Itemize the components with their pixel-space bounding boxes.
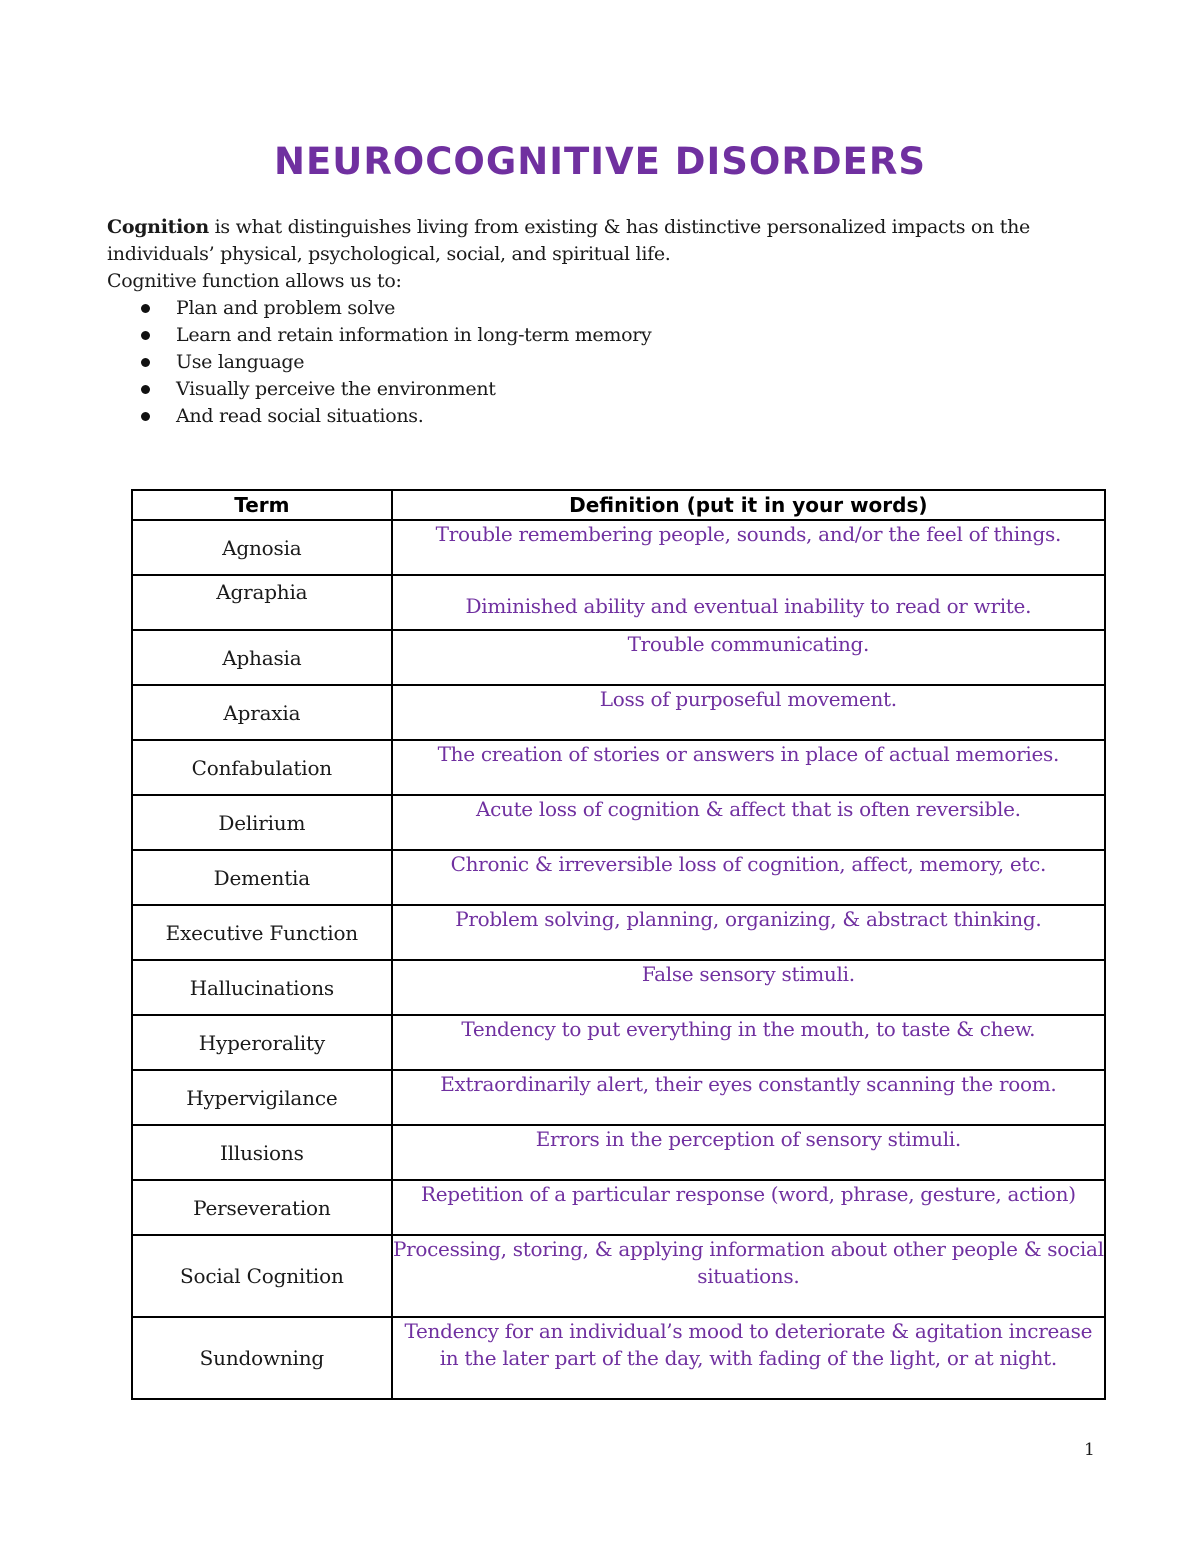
table-row [132, 1015, 1105, 1070]
definition-cell: Errors in the perception of sensory stimuli. [392, 1125, 1105, 1180]
bullet-icon [141, 304, 150, 313]
terms-table [131, 489, 1106, 1400]
bullet-icon [141, 358, 150, 367]
term-cell: Social Cognition [132, 1235, 392, 1317]
table-row [132, 740, 1105, 795]
table-header-row [132, 490, 1105, 520]
page-number: 1 [1084, 1440, 1095, 1460]
definition-cell: Extraordinarily alert, their eyes constantly scanning the room. [392, 1070, 1105, 1125]
definition-cell: Trouble communicating. [392, 630, 1105, 685]
table-row [132, 850, 1105, 905]
page-title: NEUROCOGNITIVE DISORDERS [274, 140, 926, 183]
intro-paragraph [107, 214, 1067, 268]
list-item: And read social situations. [107, 403, 1067, 430]
table-row [132, 795, 1105, 850]
list-item: Learn and retain information in long-term memory [107, 322, 1067, 349]
term-cell: Agnosia [132, 520, 392, 575]
definition-cell: The creation of stories or answers in place of actual memories. [392, 740, 1105, 795]
header-term: Term [132, 490, 392, 520]
term-cell: Illusions [132, 1125, 392, 1180]
definition-cell: Chronic & irreversible loss of cognition, affect, memory, etc. [392, 850, 1105, 905]
bullet-icon [141, 331, 150, 340]
bullet-icon [141, 412, 150, 421]
table-row [132, 1317, 1105, 1399]
definition-cell: Loss of purposeful movement. [392, 685, 1105, 740]
definition-cell: Trouble remembering people, sounds, and/or the feel of things. [392, 520, 1105, 575]
definition-cell: False sensory stimuli. [392, 960, 1105, 1015]
definition-cell: Problem solving, planning, organizing, & abstract thinking. [392, 905, 1105, 960]
table-row [132, 1235, 1105, 1317]
term-cell: Hallucinations [132, 960, 392, 1015]
term-cell: Perseveration [132, 1180, 392, 1235]
intro-sentence: is what distinguishes living from existing & has distinctive personalized impacts on the individuals’ physical, psychological, social, and spiritual life. [107, 216, 1030, 265]
term-cell: Hypervigilance [132, 1070, 392, 1125]
term-cell: Aphasia [132, 630, 392, 685]
term-cell: Hyperorality [132, 1015, 392, 1070]
table-row [132, 1125, 1105, 1180]
list-item: Visually perceive the environment [107, 376, 1067, 403]
function-list [107, 295, 1067, 430]
table-row [132, 575, 1105, 630]
table-row [132, 630, 1105, 685]
definition-cell: Tendency to put everything in the mouth, to taste & chew. [392, 1015, 1105, 1070]
table-row [132, 1070, 1105, 1125]
bullet-icon [141, 385, 150, 394]
definition-cell: Repetition of a particular response (word, phrase, gesture, action) [392, 1180, 1105, 1235]
definition-cell: Processing, storing, & applying information about other people & social situations. [392, 1235, 1105, 1317]
header-definition: Definition (put it in your words) [392, 490, 1105, 520]
term-cell: Confabulation [132, 740, 392, 795]
term-cell: Dementia [132, 850, 392, 905]
list-item: Use language [107, 349, 1067, 376]
table-row [132, 1180, 1105, 1235]
term-cell: Apraxia [132, 685, 392, 740]
term-cell: Executive Function [132, 905, 392, 960]
term-cell: Agraphia [132, 575, 392, 630]
intro-lead-in: Cognitive function allows us to: [107, 270, 402, 292]
definition-cell: Acute loss of cognition & affect that is often reversible. [392, 795, 1105, 850]
list-item: Plan and problem solve [107, 295, 1067, 322]
intro-section [107, 214, 1067, 430]
cognition-term: Cognition [107, 216, 209, 238]
term-cell: Sundowning [132, 1317, 392, 1399]
table-row [132, 685, 1105, 740]
definition-cell: Tendency for an individual’s mood to deteriorate & agitation increase in the later part of the day, with fading of the light, or at night. [392, 1317, 1105, 1399]
table-row [132, 520, 1105, 575]
term-cell: Delirium [132, 795, 392, 850]
definition-cell: Diminished ability and eventual inability to read or write. [392, 575, 1105, 630]
table-row [132, 905, 1105, 960]
table-row [132, 960, 1105, 1015]
